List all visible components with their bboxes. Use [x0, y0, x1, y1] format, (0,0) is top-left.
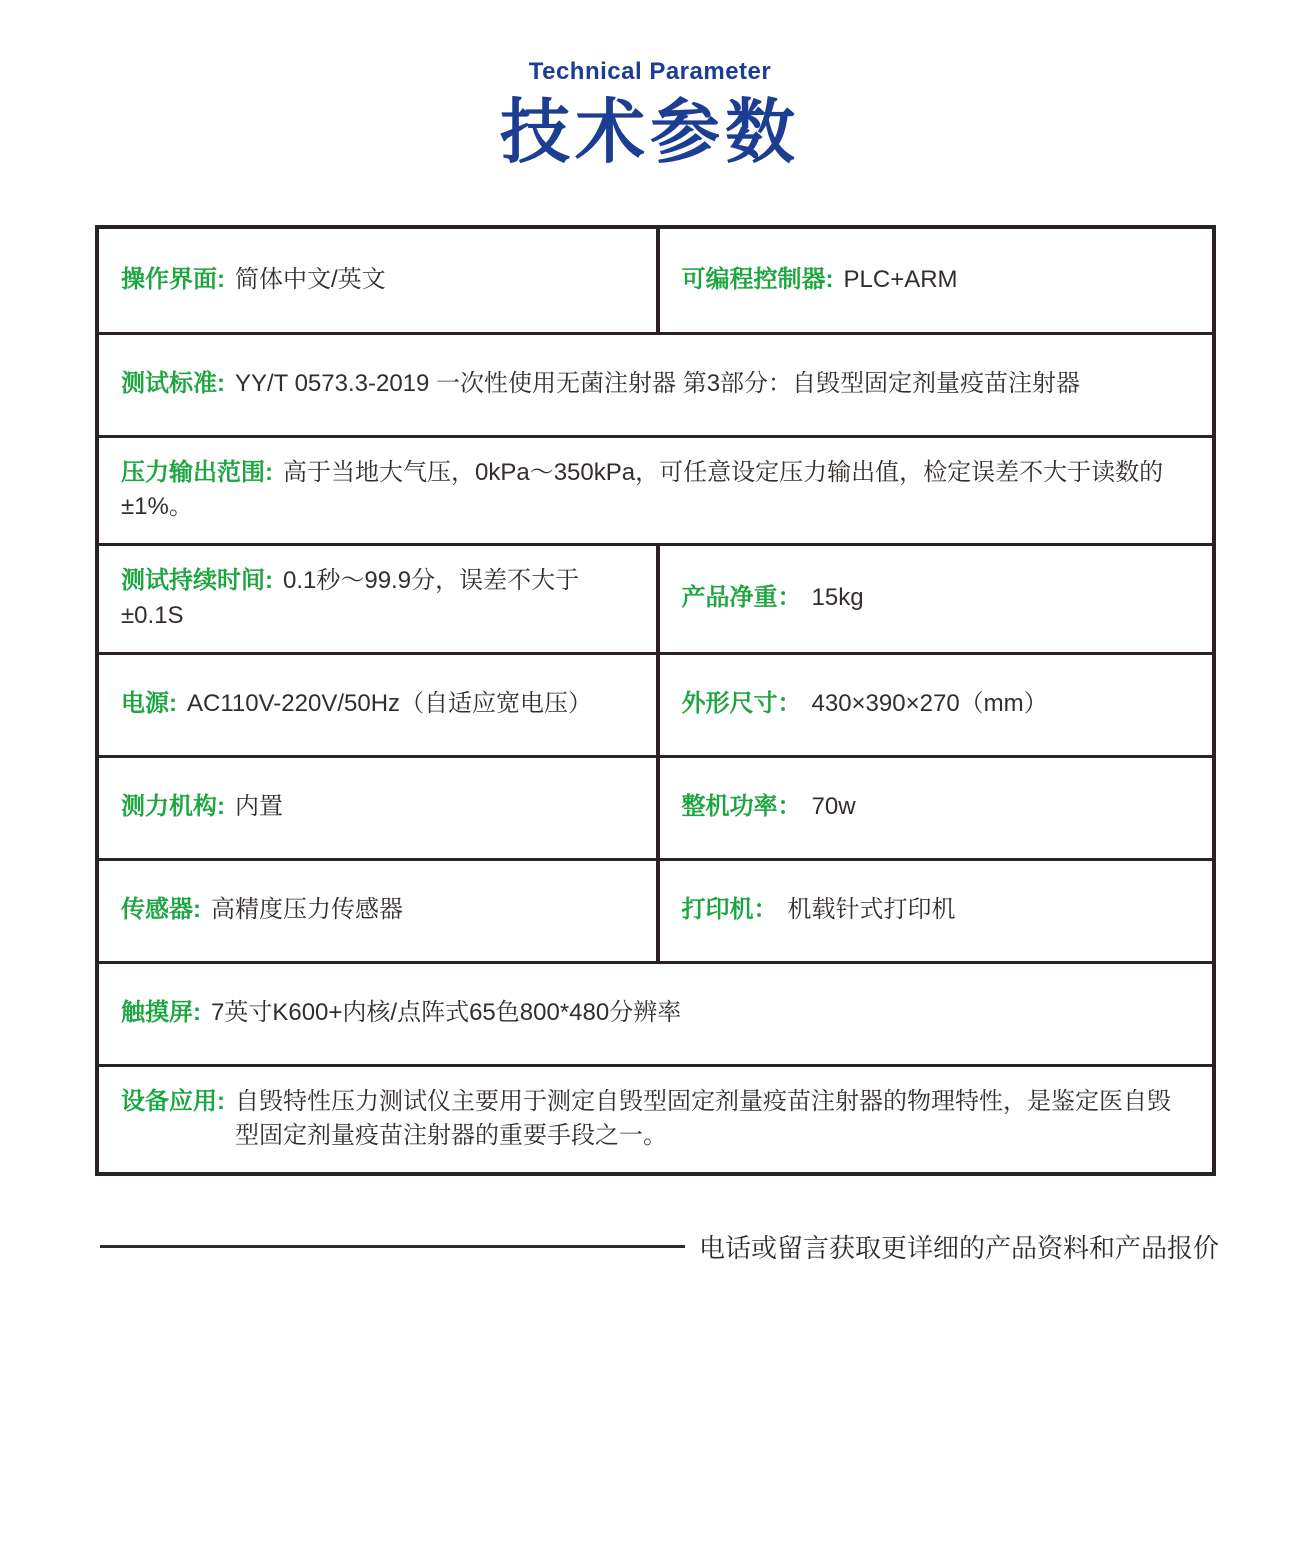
spec-label: 外形尺寸：	[681, 690, 802, 718]
spec-value: 高精度压力传感器	[211, 896, 403, 924]
spec-cell-test-standard	[99, 335, 1212, 435]
table-row	[99, 858, 1212, 961]
spec-cell-total-power	[656, 758, 1213, 858]
spec-cell-dimensions	[656, 655, 1213, 755]
spec-value: 机载针式打印机	[787, 896, 956, 924]
spec-cell-sensor	[99, 861, 656, 961]
spec-label: 可编程控制器:	[681, 265, 834, 293]
spec-label: 产品净重：	[681, 584, 802, 612]
spec-value: PLC+ARM	[843, 265, 958, 293]
spec-value: 70w	[811, 793, 856, 821]
spec-label: 操作界面:	[121, 265, 225, 293]
spec-cell-pressure-output-range	[99, 438, 1212, 544]
spec-label: 电源:	[121, 690, 177, 718]
spec-cell-printer	[656, 861, 1213, 961]
spec-value: 0.1秒～99.9分，误差不大于±0.1S	[121, 567, 580, 629]
spec-label: 压力输出范围:	[121, 458, 273, 486]
spec-label: 测试标准:	[121, 370, 225, 398]
table-row	[99, 332, 1212, 435]
table-row	[99, 652, 1212, 755]
table-row	[99, 755, 1212, 858]
spec-value: 简体中文/英文	[235, 265, 386, 293]
spec-cell-net-weight	[656, 546, 1213, 652]
table-row	[99, 229, 1212, 332]
spec-value: 内置	[235, 793, 283, 821]
spec-value: AC110V-220V/50Hz（自适应宽电压）	[187, 690, 593, 718]
spec-value: 自毁特性压力测试仪主要用于测定自毁型固定剂量疫苗注射器的物理特性，是鉴定医自毁型固定剂量疫苗注射器的重要手段之一。	[235, 1087, 1171, 1150]
spec-cell-operation-interface	[99, 229, 656, 332]
spec-label: 传感器:	[121, 896, 201, 924]
table-row	[99, 961, 1212, 1064]
table-row	[99, 435, 1212, 544]
spec-cell-programmable-controller	[656, 229, 1213, 332]
header-subtitle-en: Technical Parameter	[528, 58, 772, 85]
spec-label: 打印机：	[681, 896, 778, 924]
spec-cell-touch-screen	[99, 964, 1212, 1064]
spec-label: 测力机构:	[121, 793, 225, 821]
spec-value: 430×390×270（mm）	[811, 690, 1048, 718]
spec-cell-power-supply	[99, 655, 656, 755]
table-row	[99, 543, 1212, 652]
spec-label: 测试持续时间:	[121, 567, 273, 595]
horizontal-rule	[100, 1245, 685, 1248]
spec-value: YY/T 0573.3-2019 一次性使用无菌注射器 第3部分：自毁型固定剂量疫苗注射器	[235, 370, 1081, 398]
spec-cell-device-application	[99, 1067, 1212, 1173]
spec-table	[95, 225, 1216, 1177]
spec-cell-test-duration	[99, 546, 656, 652]
spec-cell-force-mechanism	[99, 758, 656, 858]
spec-value: 15kg	[811, 584, 864, 612]
spec-value: 高于当地大气压，0kPa～350kPa，可任意设定压力输出值，检定误差不大于读数的±1%。	[121, 458, 1164, 521]
spec-label: 设备应用:	[121, 1087, 225, 1115]
page-title: 技术参数	[500, 93, 800, 171]
footer-contact-note	[100, 1228, 1220, 1265]
table-row	[99, 1064, 1212, 1173]
contact-note-text: 电话或留言获取更详细的产品资料和产品报价	[699, 1233, 1220, 1264]
spec-label: 触摸屏:	[121, 999, 201, 1027]
spec-value: 7英寸K600+内核/点阵式65色800*480分辨率	[211, 999, 682, 1027]
spec-label: 整机功率：	[681, 793, 802, 821]
page-header	[0, 0, 1300, 173]
